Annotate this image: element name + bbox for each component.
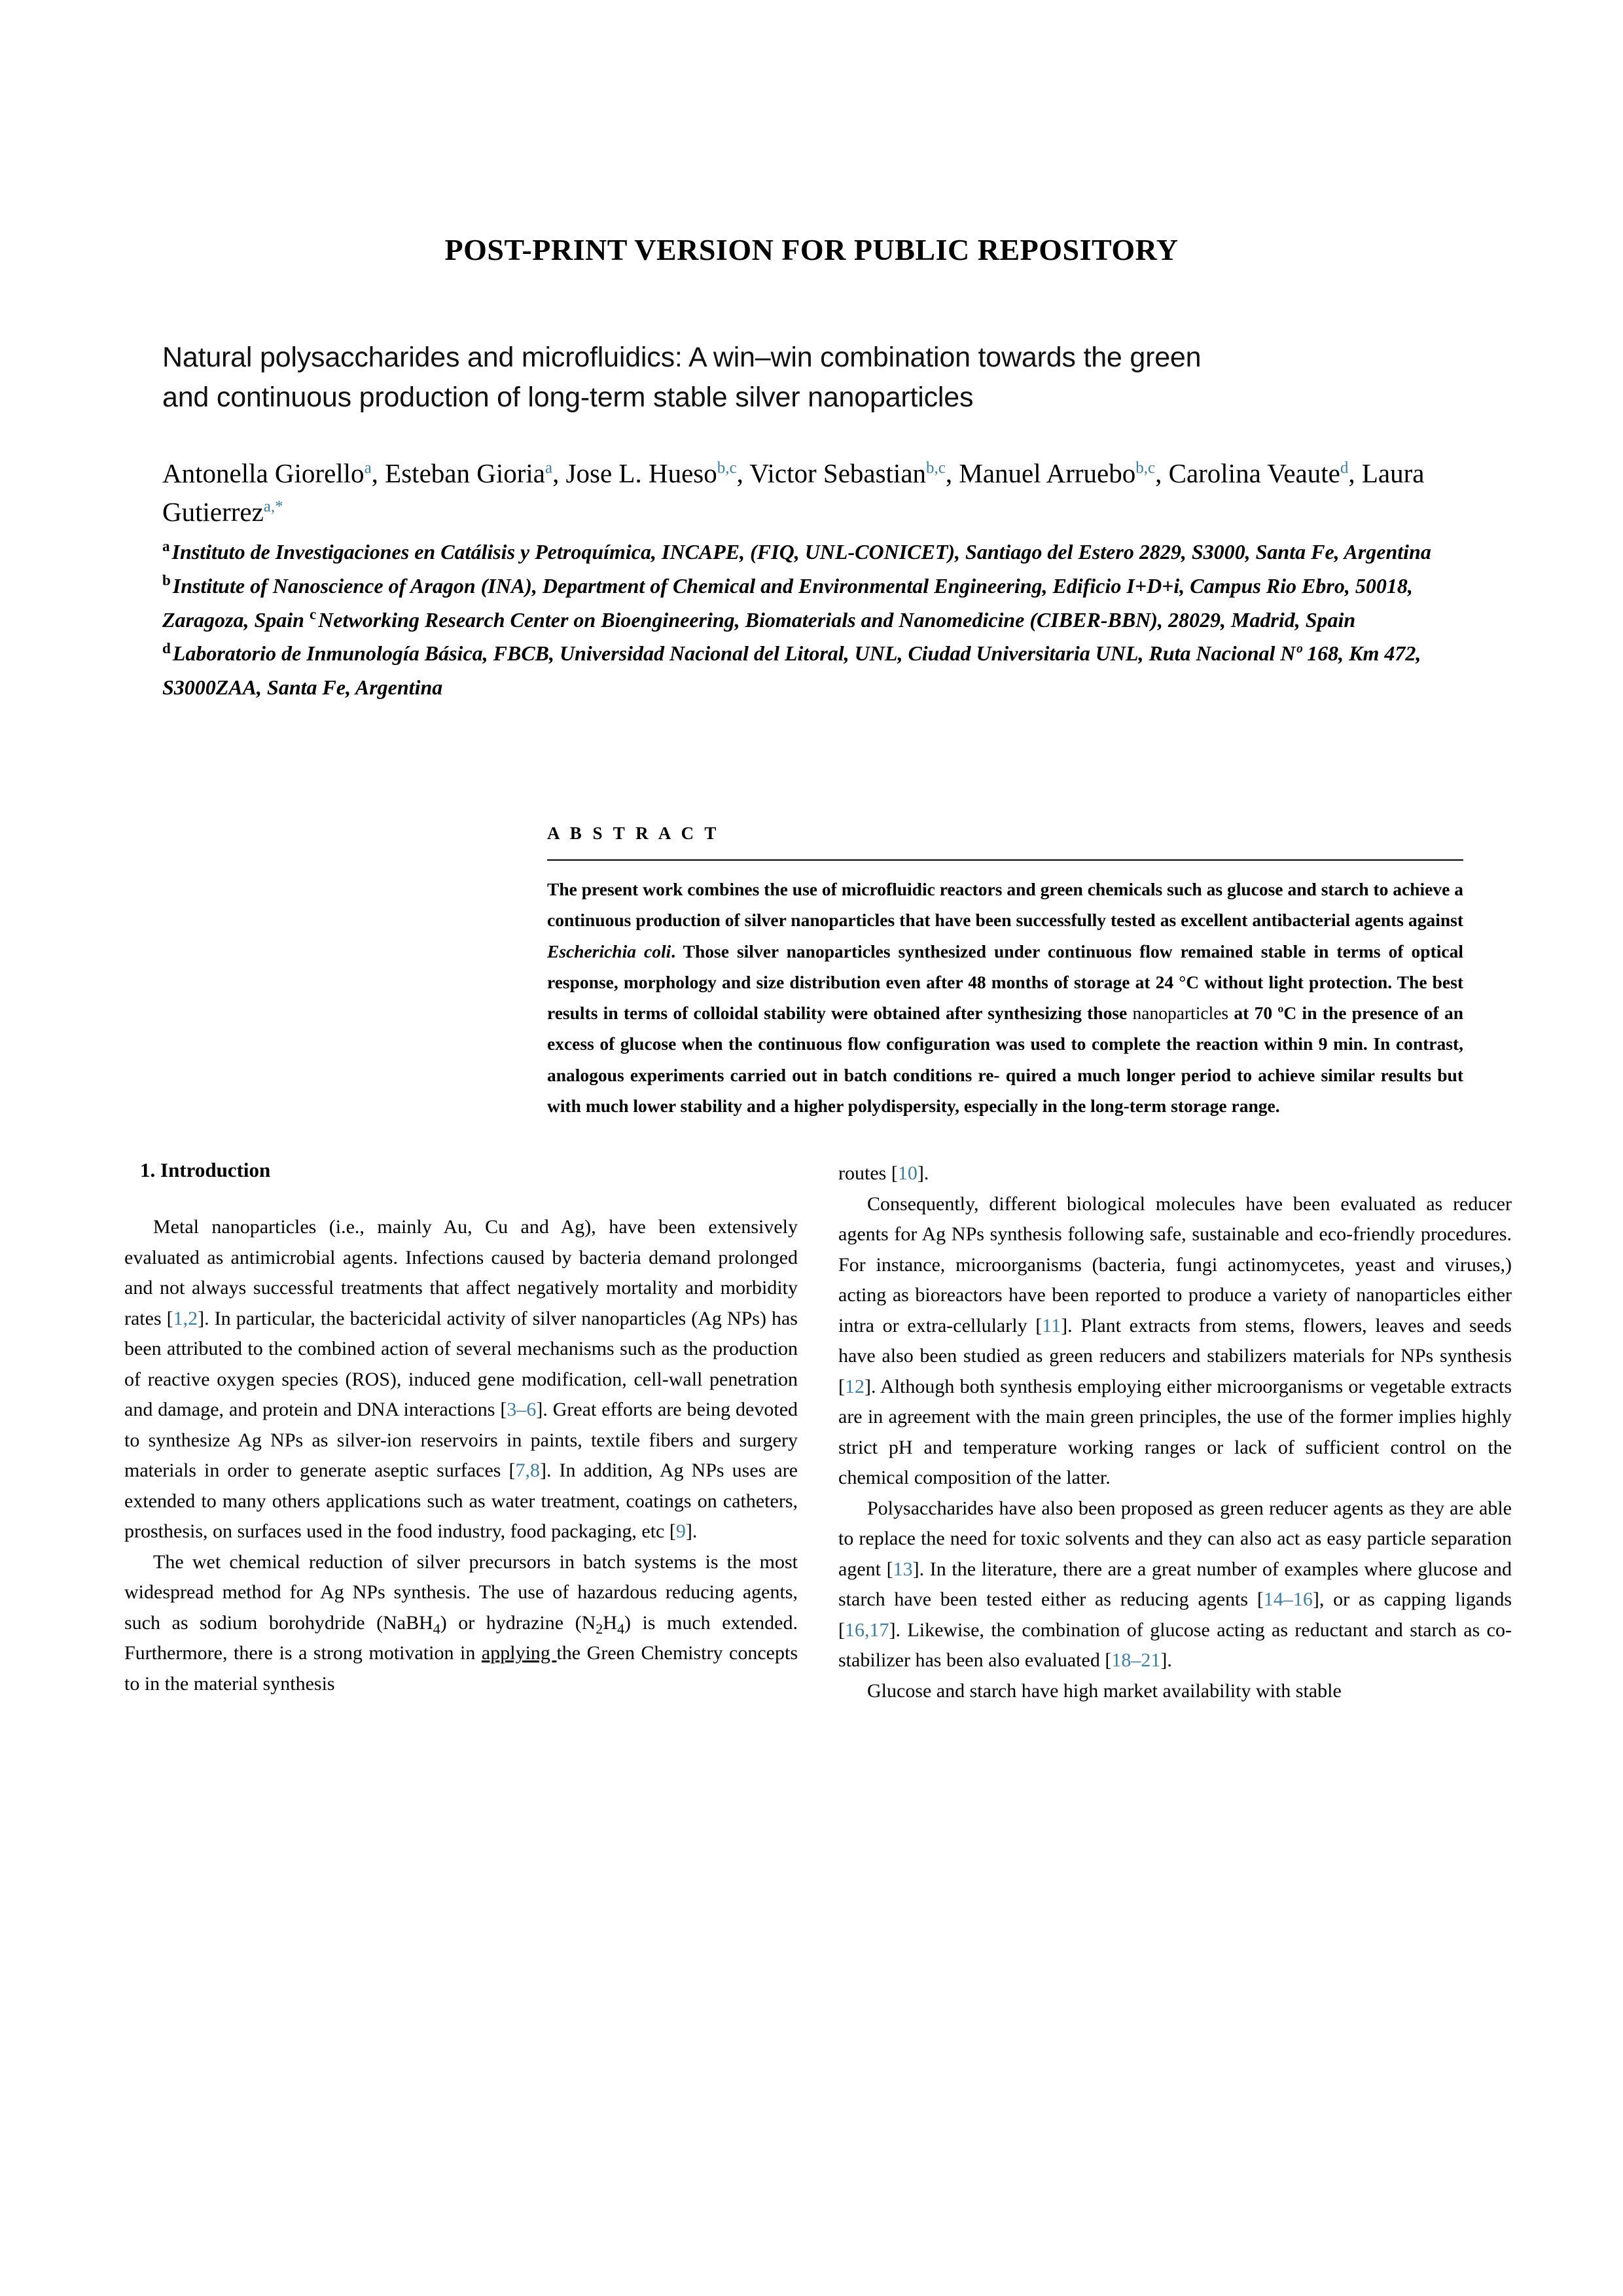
affiliation-mark: b [162, 572, 171, 589]
citation-link[interactable]: 13 [893, 1558, 913, 1580]
left-column-paragraphs [124, 1212, 798, 1699]
affiliation-mark: d [162, 639, 171, 656]
section-heading-introduction: 1. Introduction [140, 1158, 271, 1181]
affiliations-block [162, 535, 1465, 705]
citation-link[interactable]: 11 [1042, 1314, 1061, 1336]
title-block [162, 338, 1445, 418]
body-text: ]. [917, 1162, 929, 1184]
body-text: ]. Great efforts are being devoted to synthesize Ag NPs as silver-ion reservoirs in paints, textile fibers and surgery materials in order to generate aseptic surfaces [ [124, 1399, 798, 1481]
author-affiliation-mark: b,c [1135, 459, 1156, 477]
chemical-subscript: 4 [433, 1620, 440, 1637]
author-affiliation-mark: a [544, 459, 553, 477]
affiliation-text: Instituto de Investigaciones en Catálisis y Petroquímica, INCAPE, (FIQ, UNL-CONICET), Santiago del Estero 2829, S3000, Santa Fe, Argentina [171, 540, 1431, 564]
author-name: Antonella Giorello [162, 458, 365, 488]
abstract-text-part: . Those silver nanoparticles synthesized under continuous flow remained stable in terms of optical response, morphology and size distribution even after 48 months of storage at 24 °C without light protection. The best results in terms of colloidal stability were obtained after synthesizing those [547, 941, 1463, 1024]
author-name: Jose L. Hueso [565, 458, 717, 488]
citation-link[interactable]: 3–6 [507, 1399, 537, 1420]
abstract-divider [547, 859, 1463, 861]
body-text: ) is much extended. Furthermore, there is a strong motivation in [124, 1611, 798, 1664]
right-column-paragraphs [838, 1158, 1512, 1706]
abstract-section [547, 823, 1463, 1121]
affiliation-list [162, 535, 1465, 705]
page-title [162, 338, 1445, 418]
body-text: ], or as capping ligands [ [838, 1588, 1512, 1641]
author-affiliation-mark: b,c [926, 459, 946, 477]
author-affiliation-mark: a [364, 459, 372, 477]
author-affiliation-mark: b,c [717, 459, 737, 477]
author-affiliation-mark: d [1340, 459, 1349, 477]
author-name: Carolina Veaute [1168, 458, 1340, 488]
body-text: the Green Chemistry concepts to in the material synthesis [124, 1642, 798, 1695]
abstract-heading: A B S T R A C T [547, 823, 720, 843]
affiliation-text: Laboratorio de Inmunología Básica, FBCB, Universidad Nacional del Litoral, UNL, Ciudad Universitaria UNL, Ruta Nacional Nº 168, Km 472, S3000ZAA, Santa Fe, Argentina [162, 641, 1421, 700]
body-text: H [603, 1611, 617, 1634]
abstract-light-word: nanoparticles [1132, 1003, 1229, 1024]
author-name: Laura Gutierrez [162, 458, 1425, 528]
left-column [124, 1158, 798, 1706]
underlined-text: applying [481, 1642, 557, 1664]
body-paragraph [124, 1212, 798, 1547]
abstract-text [547, 874, 1463, 1121]
affiliation-mark: c [309, 606, 317, 622]
author-name: Manuel Arruebo [959, 458, 1136, 488]
body-text: ]. [685, 1520, 698, 1542]
chemical-subscript: 2 [596, 1620, 603, 1637]
body-text: ]. In particular, the bactericidal activity of silver nanoparticles (Ag NPs) has been attributed to the combined action of several mechanisms such as the production of reactive oxygen species (ROS), induced gene modification, cell-wall penetration and damage, and protein and DNA interactions [ [124, 1307, 798, 1420]
affiliation-text: Networking Research Center on Bioengineering, Biomaterials and Nanomedicine (CIBER-BBN), 28029, Madrid, Spain [318, 607, 1356, 632]
body-text: Consequently, different biological molecules have been evaluated as reducer agents for Ag NPs synthesis following safe, sustainable and eco-friendly procedures. For instance, microorganisms (bacteria, fungi actinomycetes, yeast and viruses,) acting as bioreactors have been reported to produce a variety of nanoparticles either intra or extra-cellularly [ [838, 1193, 1512, 1336]
body-text: ]. Likewise, the combination of glucose acting as reductant and starch as co-stabilizer has been also evaluated [ [838, 1619, 1512, 1671]
author-name: Victor Sebastian [749, 458, 927, 488]
body-text: ]. Although both synthesis employing either microorganisms or vegetable extracts are in agreement with the main green principles, the use of the former implies highly strict pH and temperature working ranges or lack of sufficient control on the chemical composition of the latter. [838, 1375, 1512, 1488]
chemical-subscript: 4 [616, 1620, 624, 1637]
abstract-text-part: at 70 ºC in the presence of an excess of glucose when the continuous flow configuration was used to complete the reaction within 9 min. In contrast, analogous experiments carried out in batch conditions re- quired a much longer period to achieve similar results but with much lower stability and a higher polydispersity, especially in the long-term storage range. [547, 1003, 1463, 1117]
citation-link[interactable]: 14–16 [1263, 1588, 1313, 1610]
body-columns [124, 1158, 1512, 1706]
authors-block [162, 454, 1465, 531]
paper-title-line-1: Natural polysaccharides and microfluidics: A win–win combination towards the green [162, 342, 1202, 373]
body-paragraph [838, 1158, 1512, 1189]
body-paragraph [838, 1189, 1512, 1494]
citation-link[interactable]: 12 [845, 1375, 865, 1397]
body-text: Glucose and starch have high market availability with stable [867, 1679, 1342, 1702]
affiliation-mark: a [162, 538, 170, 555]
citation-link[interactable]: 9 [675, 1520, 686, 1542]
citation-link[interactable]: 7,8 [515, 1460, 540, 1481]
postprint-banner: POST-PRINT VERSION FOR PUBLIC REPOSITORY [444, 233, 1179, 266]
body-text: ) or hydrazine (N [440, 1611, 596, 1634]
body-text: ]. In the literature, there are a great number of examples where glucose and starch have been tested either as reducing agents [ [838, 1558, 1512, 1610]
author-name: Esteban Gioria [385, 458, 545, 488]
citation-link[interactable]: 16,17 [845, 1619, 889, 1641]
body-paragraph [838, 1494, 1512, 1676]
abstract-text-part: The present work combines the use of microfluidic reactors and green chemicals such as glucose and starch to achieve a continuous production of silver nanoparticles that have been successfully tested as excellent antibacterial agents against [547, 879, 1463, 931]
abstract-organism-name: Escherichia coli [547, 941, 671, 961]
body-text: routes [ [838, 1162, 898, 1184]
body-text: ]. Plant extracts from stems, flowers, leaves and seeds have also been studied as green reducers and stabilizers materials for NPs synthesis [ [838, 1314, 1512, 1397]
body-paragraph [838, 1676, 1512, 1707]
affiliation-text: Institute of Nanoscience of Aragon (INA), Department of Chemical and Environmental Engineering, Edificio I+D+i, Campus Rio Ebro, 50018, Zaragoza, Spain [162, 573, 1413, 632]
citation-link[interactable]: 10 [897, 1162, 918, 1184]
body-text: ]. In addition, Ag NPs uses are extended to many others applications such as water treatment, coatings on catheters, prosthesis, on surfaces used in the food industry, food packaging, etc [ [124, 1460, 798, 1542]
right-column [838, 1158, 1512, 1706]
citation-link[interactable]: 1,2 [173, 1307, 198, 1329]
body-text: Polysaccharides have also been proposed as green reducer agents as they are able to replace the need for toxic solvents and they can also act as easy particle separation agent [ [838, 1497, 1512, 1580]
citation-link[interactable]: 18–21 [1111, 1649, 1161, 1671]
body-text: Metal nanoparticles (i.e., mainly Au, Cu and Ag), have been extensively evaluated as antimicrobial agents. Infections caused by bacteria demand prolonged and not always successful treatments that affect negatively mortality and morbidity rates [ [124, 1216, 798, 1329]
body-paragraph [124, 1547, 798, 1700]
paper-title-line-2: and continuous production of long-term stable silver nanoparticles [162, 382, 974, 414]
body-text: The wet chemical reduction of silver precursors in batch systems is the most widespread method for Ag NPs synthesis. The use of hazardous reducing agents, such as sodium borohydride (NaBH [124, 1551, 798, 1634]
body-text: ]. [1160, 1649, 1172, 1671]
author-affiliation-mark: a,* [263, 497, 283, 516]
author-list: Antonella Giorello$^a$, Esteban Gioria$^a$, Jose L. Hueso$^{b,c}$, Victor Sebastian$^{b,c}$, Manuel Arruebo$^{b,c}$, Carolina Veaute$^d$, Laura Gutierrez$^{a,*}$ [162, 458, 1425, 528]
